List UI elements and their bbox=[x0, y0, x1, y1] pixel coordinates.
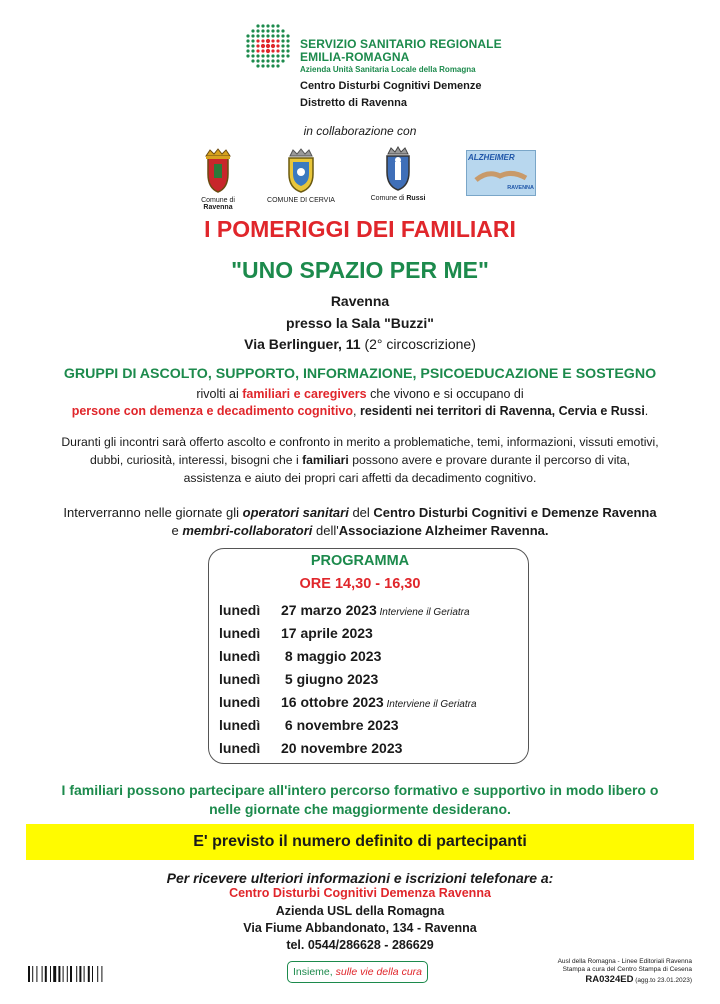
schedule-row: lunedì 27 marzo 2023 Interviene il Geriatra bbox=[219, 602, 470, 618]
partner-cervia: COMUNE DI CERVIA bbox=[266, 148, 336, 204]
intro-line-2: persone con demenza e decadimento cognitivo, residenti nei territori di Ravenna, Cervia e Russi. bbox=[71, 404, 649, 418]
distretto-name: Distretto di Ravenna bbox=[300, 97, 407, 109]
location-address: Via Berlinguer, 11 (2° circoscrizione) bbox=[244, 336, 476, 352]
cervia-coat-of-arms-icon bbox=[284, 148, 318, 194]
description-line-2: dubbi, curiosità, interessi, bisogni che i familiari possono avere e provare durante il percorso di vita, bbox=[90, 453, 630, 467]
schedule-row: lunedì 20 novembre 2023 bbox=[219, 740, 403, 756]
contact-intro: Per ricevere ulteriori informazioni e iscrizioni telefonare a: bbox=[166, 870, 554, 886]
families-note-line-1: I familiari possono partecipare all'intero percorso formativo e supportivo in modo libero o bbox=[61, 782, 659, 798]
partner-ravenna: Comune di Ravenna bbox=[188, 148, 248, 211]
ravenna-coat-of-arms-icon bbox=[201, 148, 235, 194]
partner-alzheimer-ravenna: ALZHEIMER RAVENNA bbox=[466, 150, 536, 196]
org-name: SERVIZIO SANITARIO REGIONALE EMILIA-ROMAGNA bbox=[300, 37, 502, 64]
russi-coat-of-arms-icon bbox=[383, 146, 413, 192]
schedule-row: lunedì 8 maggio 2023 bbox=[219, 648, 382, 664]
page-subtitle: "UNO SPAZIO PER ME" bbox=[231, 257, 489, 283]
schedule-row: lunedì 17 aprile 2023 bbox=[219, 625, 373, 641]
header bbox=[244, 22, 544, 112]
schedule-row: lunedì 6 novembre 2023 bbox=[219, 717, 399, 733]
page-title: I POMERIGGI DEI FAMILIARI bbox=[204, 216, 516, 242]
insieme-tagline: Insieme, sulle vie della cura bbox=[287, 961, 428, 983]
contact-phone: tel. 0544/286628 - 286629 bbox=[286, 938, 434, 952]
contact-address: Via Fiume Abbandonato, 134 - Ravenna bbox=[243, 921, 477, 935]
schedule-row: lunedì 5 giugno 2023 bbox=[219, 671, 379, 687]
location-venue: presso la Sala "Buzzi" bbox=[286, 315, 434, 331]
description-line-3: assistenza e aiuto dei propri cari affetti da decadimento cognitivo. bbox=[183, 471, 537, 485]
groups-heading: GRUPPI DI ASCOLTO, SUPPORTO, INFORMAZIONE, PSICOEDUCAZIONE E SOSTEGNO bbox=[63, 366, 657, 382]
partner-russi: Comune di Russi bbox=[370, 146, 426, 202]
contact-centro: Centro Disturbi Cognitivi Demenza Ravenna bbox=[229, 886, 491, 900]
barcode-icon bbox=[28, 966, 146, 988]
program-title: PROGRAMMA bbox=[310, 553, 410, 569]
contact-azienda: Azienda USL della Romagna bbox=[275, 904, 445, 918]
program-time: ORE 14,30 - 16,30 bbox=[299, 576, 421, 592]
document-code: RA0324ED (agg.to 23.01.2023) bbox=[585, 974, 692, 985]
location-city: Ravenna bbox=[330, 293, 390, 309]
description-line-1: Duranti gli incontri sarà offerto ascolto e confronto in merito a problematiche, temi, informazioni, vissuti emotivi, bbox=[61, 435, 659, 449]
participants-notice: E' previsto il numero definito di partecipanti bbox=[26, 824, 694, 860]
collab-text: in collaborazione con bbox=[303, 124, 417, 138]
ausl-dot-grid-logo bbox=[244, 22, 292, 70]
intro-line-1: rivolti ai familiari e caregivers che vivono e si occupano di bbox=[196, 387, 524, 401]
speakers-line-1: Interverranno nelle giornate gli operatori sanitari del Centro Disturbi Cognitivi e Demenze Ravenna bbox=[63, 505, 657, 520]
families-note-line-2: nelle giornate che maggiormente desiderano. bbox=[209, 801, 511, 817]
centro-name: Centro Disturbi Cognitivi Demenze bbox=[300, 80, 482, 92]
org-subtitle: Azienda Unità Sanitaria Locale della Romagna bbox=[300, 65, 476, 74]
speakers-line-2: e membri-collaboratori dell'Associazione Alzheimer Ravenna. bbox=[171, 523, 549, 538]
schedule-row: lunedì 16 ottobre 2023 Interviene il Geriatra bbox=[219, 694, 477, 710]
imprint: Ausl della Romagna - Linee Editoriali Ravenna Stampa a cura del Centro Stampa di Cesena RA0324ED (agg.to 23.01.2023) bbox=[520, 958, 692, 986]
